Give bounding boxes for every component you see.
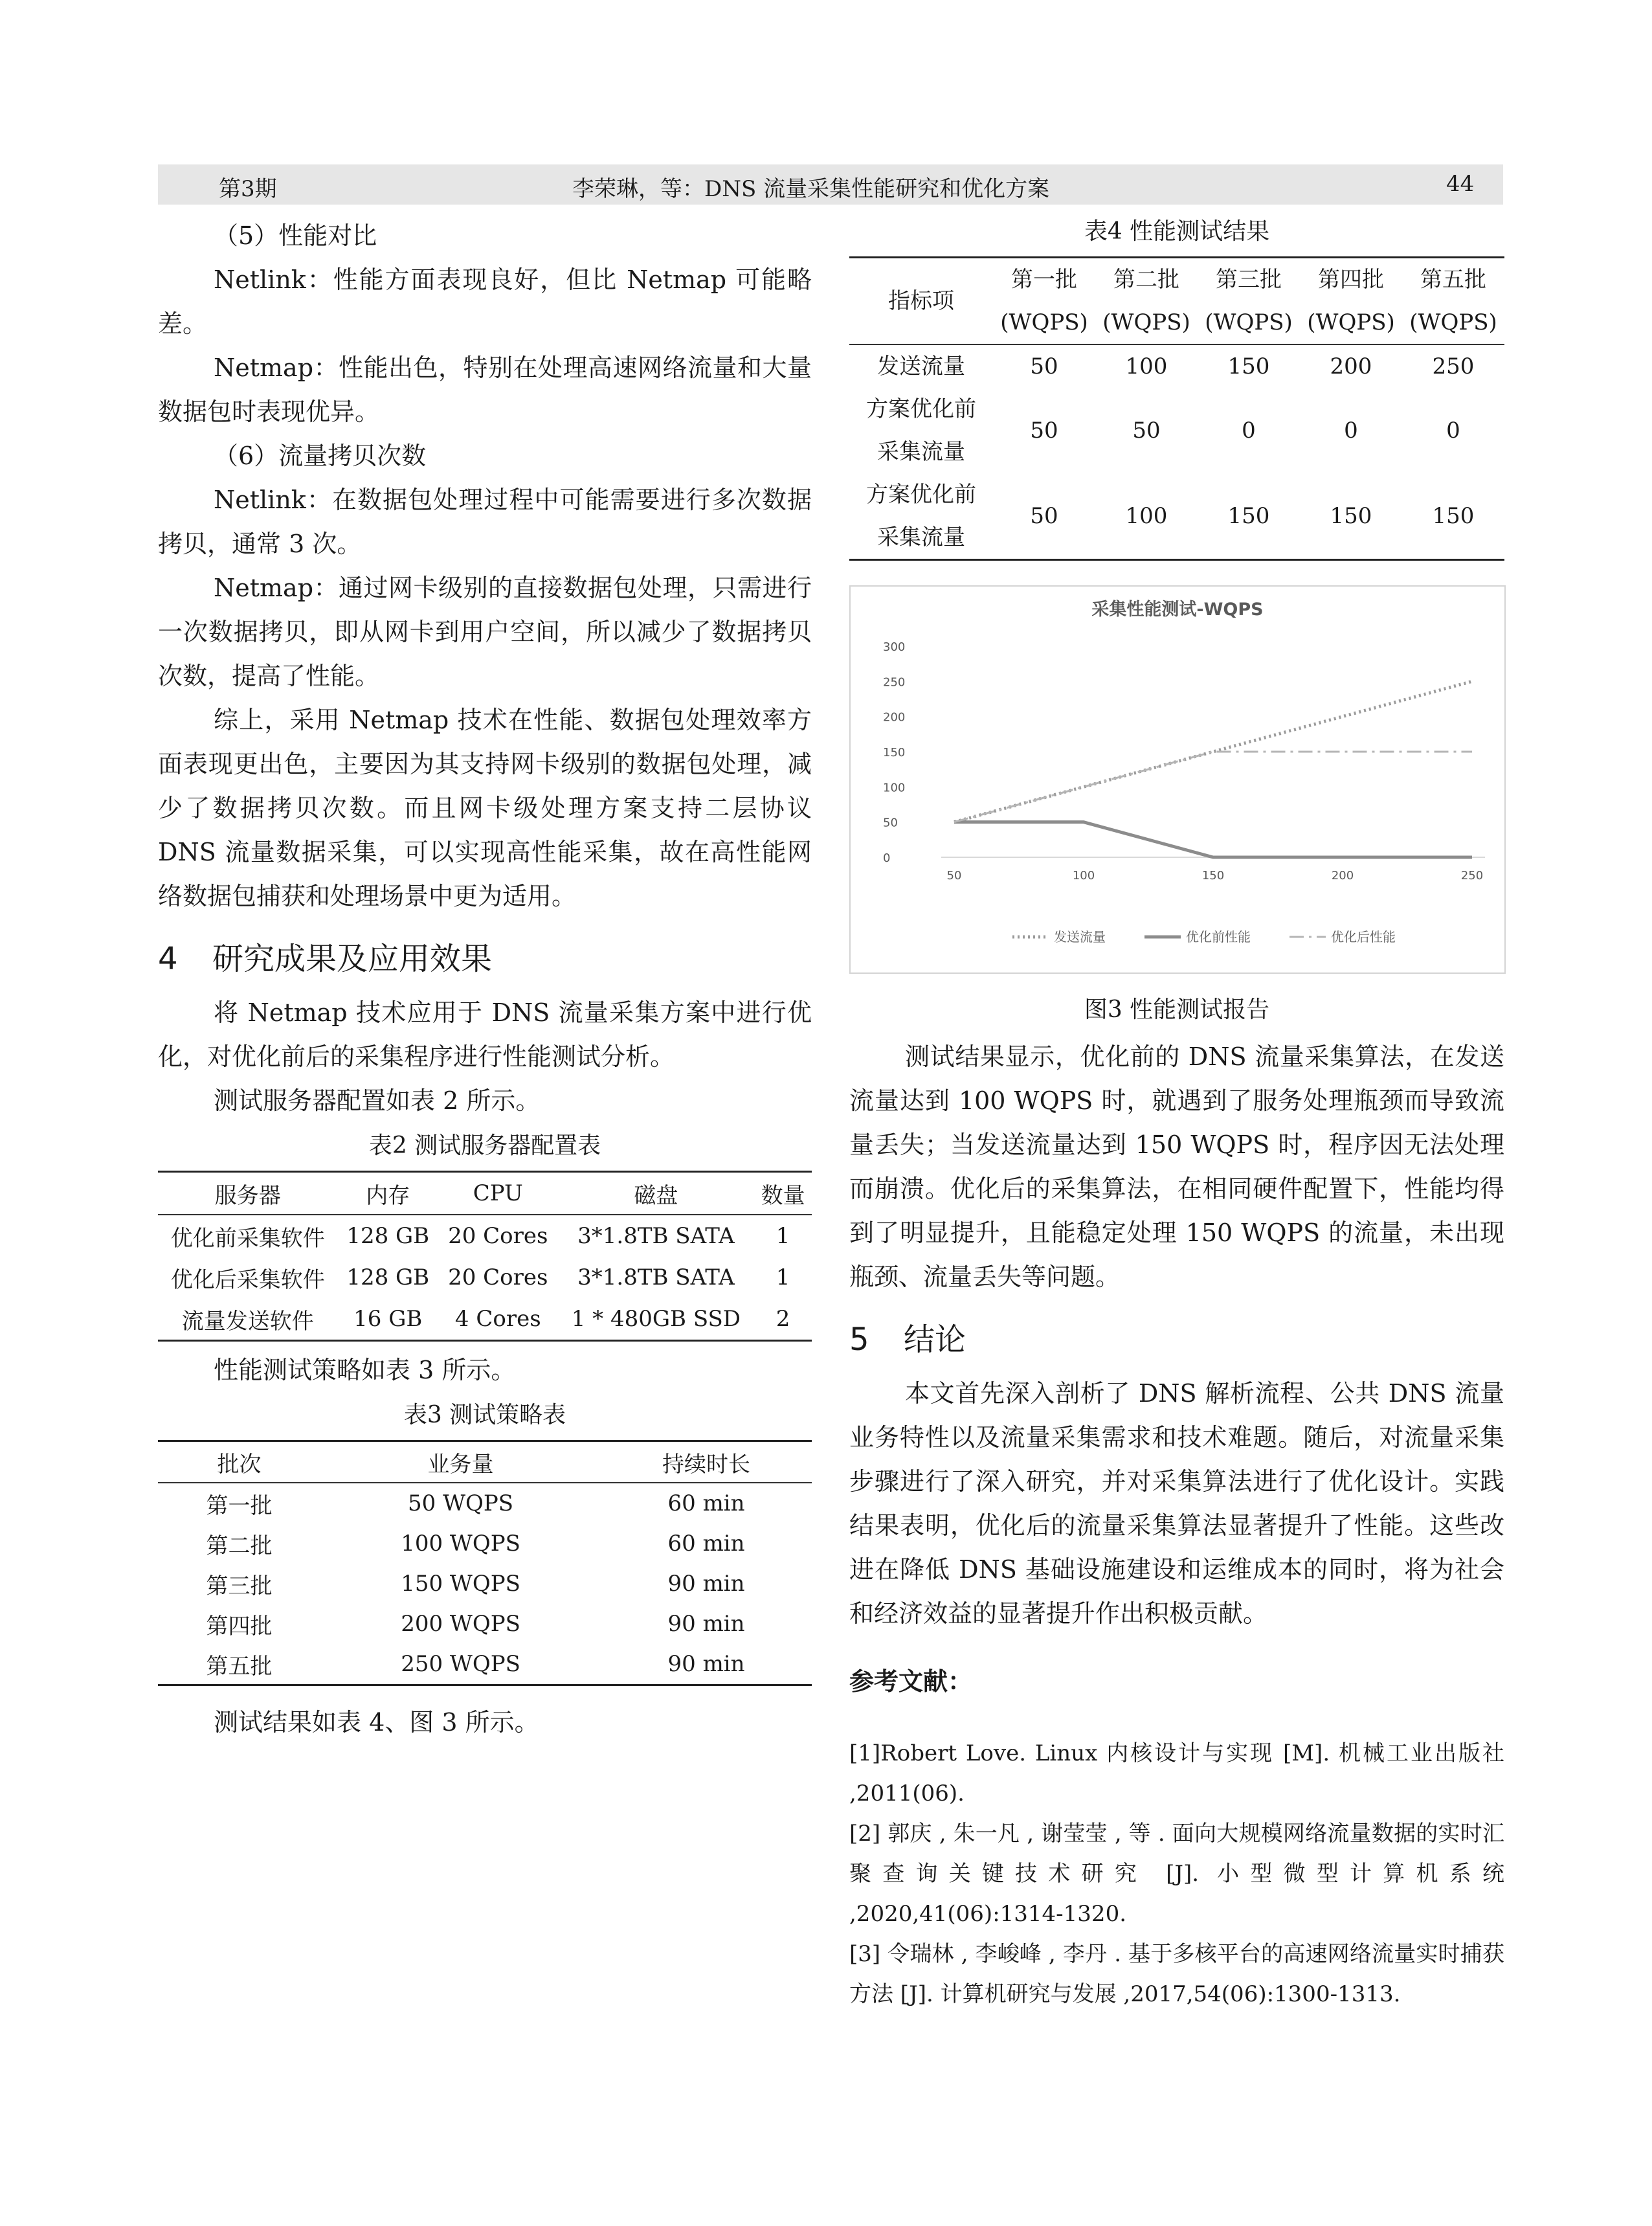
para-netlink-copy: Netlink：在数据包处理过程中可能需要进行多次数据拷贝，通常 3 次。	[158, 486, 812, 558]
section-5-heading	[849, 1317, 1504, 1362]
batch-name: 第二批	[1113, 267, 1179, 293]
reference-item: [2] 郭庆 , 朱一凡 , 谢莹莹 , 等 . 面向大规模网络流量数据的实时汇聚查询关键技术研究 [J]. 小型微型计算机系统 ,2020,41(06):1314-1320.	[849, 1821, 1504, 1927]
batch-name: 第四批	[1318, 267, 1384, 293]
table-cell: 1	[776, 1223, 790, 1249]
table-row	[158, 1523, 812, 1564]
row-label-line: 采集流量	[877, 439, 965, 465]
table-header-row	[158, 1441, 812, 1483]
table-cell: 50	[1132, 418, 1161, 444]
table-cell: 150 WQPS	[401, 1571, 520, 1597]
table-row	[849, 388, 1504, 473]
table-cell: 128 GB	[346, 1265, 430, 1290]
series-line-solid	[954, 822, 1472, 857]
table-cell: 90 min	[667, 1571, 745, 1597]
table-cell: 2	[776, 1306, 790, 1332]
table-row	[158, 1257, 812, 1298]
table-cell: 优化后采集软件	[170, 1266, 325, 1293]
issue-number: 第3期	[219, 176, 277, 202]
para-netmap-copy: Netmap：通过网卡级别的直接数据包处理，只需进行一次数据拷贝，即从网卡到用户空间，所以减少了数据拷贝次数，提高了性能。	[158, 574, 812, 690]
series-line-dotted	[954, 681, 1472, 822]
section-5-title: 结论	[904, 1321, 966, 1358]
col-header-batch	[1300, 258, 1402, 345]
legend-label: 优化前性能	[1186, 929, 1251, 945]
y-tick-label: 50	[883, 816, 898, 830]
table-row	[158, 1298, 812, 1341]
table-cell: 50	[1030, 503, 1058, 529]
table-cell: 4 Cores	[454, 1306, 541, 1332]
col-header-batch	[1095, 258, 1198, 345]
table-cell: 250	[1432, 354, 1475, 379]
col-header: 持续时长	[601, 1441, 812, 1483]
table2-caption: 表2 测试服务器配置表	[368, 1132, 601, 1159]
table-cell: 20 Cores	[448, 1223, 548, 1249]
row-label-line: 采集流量	[877, 524, 965, 550]
subheading-copy-count: （6）流量拷贝次数	[214, 442, 427, 470]
x-tick-label: 250	[1460, 869, 1484, 883]
x-tick-label: 200	[1331, 869, 1354, 883]
col-header: 内存	[338, 1172, 438, 1215]
para-netlink-performance: Netlink：性能方面表现良好，但比 Netmap 可能略差。	[158, 265, 812, 338]
table-cell: 50	[1030, 354, 1058, 379]
table-cell: 90 min	[667, 1651, 745, 1677]
table-cell: 1 * 480GB SSD	[571, 1306, 741, 1332]
subheading-performance-compare: （5）性能对比	[214, 221, 377, 250]
para-server-config: 测试服务器配置如表 2 所示。	[214, 1086, 541, 1115]
row-label-line: 方案优化前	[866, 482, 976, 508]
table-row	[158, 1483, 812, 1523]
table-header-row	[158, 1172, 812, 1215]
table-cell: 150	[1227, 354, 1270, 379]
performance-chart	[849, 585, 1506, 974]
table-cell: 第四批	[206, 1613, 273, 1639]
x-tick-label: 100	[1072, 869, 1095, 883]
batch-name: 第一批	[1011, 267, 1077, 293]
figure3-caption: 图3 性能测试报告	[1084, 996, 1270, 1023]
running-header	[158, 164, 1503, 205]
col-header: 批次	[158, 1441, 320, 1483]
col-header-batch	[993, 258, 1095, 345]
table-row	[849, 344, 1504, 388]
section-5-number: 5	[849, 1321, 869, 1358]
col-header-batch	[1198, 258, 1300, 345]
batch-unit: (WQPS)	[1409, 309, 1497, 335]
row-label-line: 方案优化前	[866, 396, 976, 422]
reference-item: [1]Robert Love. Linux 内核设计与实现 [M]. 机械工业出版社 ,2011(06).	[849, 1740, 1504, 1806]
col-header-batch	[1402, 258, 1504, 345]
table-cell: 50	[1030, 418, 1058, 444]
col-header-metric: 指标项	[849, 258, 993, 345]
table-cell: 200 WQPS	[401, 1611, 520, 1637]
right-column	[849, 214, 1504, 2014]
table-cell: 60 min	[667, 1490, 745, 1516]
y-tick-label: 250	[883, 675, 906, 690]
table-cell: 16 GB	[353, 1306, 423, 1332]
table-cell: 150	[1227, 503, 1270, 529]
para-apply: 将 Netmap 技术应用于 DNS 流量采集方案中进行优化，对优化前后的采集程序进行性能测试分析。	[158, 998, 812, 1071]
table-cell: 第五批	[206, 1653, 273, 1680]
x-tick-label: 150	[1201, 869, 1225, 883]
performance-result-table	[849, 256, 1504, 561]
legend-label: 发送流量	[1054, 929, 1106, 945]
chart-svg	[851, 587, 1504, 972]
y-tick-label: 100	[883, 781, 906, 795]
test-strategy-table	[158, 1440, 812, 1686]
table-cell: 200	[1330, 354, 1372, 379]
table-cell: 1	[776, 1265, 790, 1290]
table-row	[158, 1604, 812, 1644]
table-cell: 0	[1344, 418, 1358, 444]
table-cell: 优化前采集软件	[170, 1225, 325, 1252]
batch-unit: (WQPS)	[1000, 309, 1088, 335]
y-tick-label: 200	[883, 710, 906, 725]
table-cell: 100 WQPS	[401, 1531, 520, 1557]
batch-name: 第五批	[1420, 267, 1486, 293]
legend-label: 优化后性能	[1331, 929, 1396, 945]
table-cell: 50 WQPS	[408, 1490, 514, 1516]
para-conclusion: 本文首先深入剖析了 DNS 解析流程、公共 DNS 流量业务特性以及流量采集需求和技术难题。随后，对流量采集步骤进行了深入研究，并对采集算法进行了优化设计。实践结果表明，优化后的流量采集算法显著提升了性能。这些改进在降低 DNS 基础设施建设和运维成本的同时，将为社会和经济效益的显著提升作出积极贡献。	[849, 1379, 1504, 1628]
para-results-reference: 测试结果如表 4、图 3 所示。	[214, 1708, 539, 1737]
table-cell: 90 min	[667, 1611, 745, 1637]
para-summary: 综上，采用 Netmap 技术在性能、数据包处理效率方面表现更出色，主要因为其支持网卡级别的数据包处理，减少了数据拷贝次数。而且网卡级处理方案支持二层协议 DNS 流量数据采集，可以实现高性能采集，故在高性能网络数据包捕获和处理场景中更为适用。	[158, 706, 812, 910]
references-heading: 参考文献：	[849, 1667, 973, 1696]
col-header: 业务量	[320, 1441, 601, 1483]
row-label	[849, 473, 993, 560]
page-number: 44	[1446, 171, 1475, 197]
row-label	[849, 388, 993, 473]
table-row	[158, 1644, 812, 1685]
table-cell: 250 WQPS	[401, 1651, 520, 1677]
x-tick-label: 50	[946, 869, 962, 883]
batch-unit: (WQPS)	[1205, 309, 1293, 335]
table-cell: 0	[1242, 418, 1256, 444]
col-header: 数量	[754, 1172, 812, 1215]
section-4-heading	[158, 936, 812, 982]
table-cell: 第二批	[206, 1533, 273, 1559]
table-row	[158, 1215, 812, 1257]
server-config-table	[158, 1171, 812, 1342]
table-row	[158, 1564, 812, 1604]
para-result-analysis: 测试结果显示，优化前的 DNS 流量采集算法，在发送流量达到 100 WQPS 时，就遇到了服务处理瓶颈而导致流量丢失；当发送流量达到 150 WQPS 时，程序因无法处理而崩溃。优化后的采集算法，在相同硬件配置下，性能均得到了明显提升，且能稳定处理 150 WQPS 的流量，未出现瓶颈、流量丢失等问题。	[849, 1042, 1504, 1291]
row-label: 发送流量	[877, 354, 965, 379]
table-cell: 20 Cores	[448, 1265, 548, 1290]
batch-name: 第三批	[1216, 267, 1282, 293]
para-strategy: 性能测试策略如表 3 所示。	[214, 1356, 516, 1384]
chart-title: 采集性能测试-WQPS	[1091, 600, 1264, 620]
table-cell: 100	[1125, 503, 1168, 529]
table4-caption: 表4 性能测试结果	[1084, 218, 1270, 245]
table-cell: 60 min	[667, 1531, 745, 1557]
chart-plot-area	[883, 640, 1485, 945]
section-4-title: 研究成果及应用效果	[212, 941, 493, 977]
y-tick-label: 300	[883, 640, 906, 654]
batch-unit: (WQPS)	[1307, 309, 1395, 335]
y-tick-label: 150	[883, 746, 906, 759]
table-cell: 128 GB	[346, 1223, 430, 1249]
header-title: 李荣琳，等：DNS 流量采集性能研究和优化方案	[572, 176, 1050, 202]
col-header: CPU	[438, 1172, 558, 1215]
col-header: 磁盘	[558, 1172, 755, 1215]
table-cell: 3*1.8TB SATA	[577, 1265, 735, 1290]
table-row	[849, 473, 1504, 560]
table-cell: 3*1.8TB SATA	[577, 1223, 735, 1249]
left-column	[158, 214, 812, 1744]
table-cell: 150	[1330, 503, 1372, 529]
col-header: 服务器	[158, 1172, 338, 1215]
table-cell: 第三批	[206, 1573, 273, 1599]
table-cell: 第一批	[206, 1492, 273, 1519]
reference-item: [3] 令瑞林 , 李峻峰 , 李丹 . 基于多核平台的高速网络流量实时捕获方法 [J]. 计算机研究与发展 ,2017,54(06):1300-1313.	[849, 1941, 1504, 2007]
series-line-dashdot	[954, 752, 1472, 822]
section-4-number: 4	[158, 941, 178, 977]
table-cell: 流量发送软件	[181, 1308, 314, 1334]
table-cell: 150	[1432, 503, 1475, 529]
batch-unit: (WQPS)	[1102, 309, 1190, 335]
table-cell: 100	[1125, 354, 1168, 379]
table-cell: 0	[1446, 418, 1460, 444]
para-netmap-performance: Netmap：性能出色，特别在处理高速网络流量和大量数据包时表现优异。	[158, 354, 812, 426]
table-header-row	[849, 258, 1504, 345]
y-tick-label: 0	[883, 851, 891, 865]
table3-caption: 表3 测试策略表	[403, 1402, 566, 1428]
